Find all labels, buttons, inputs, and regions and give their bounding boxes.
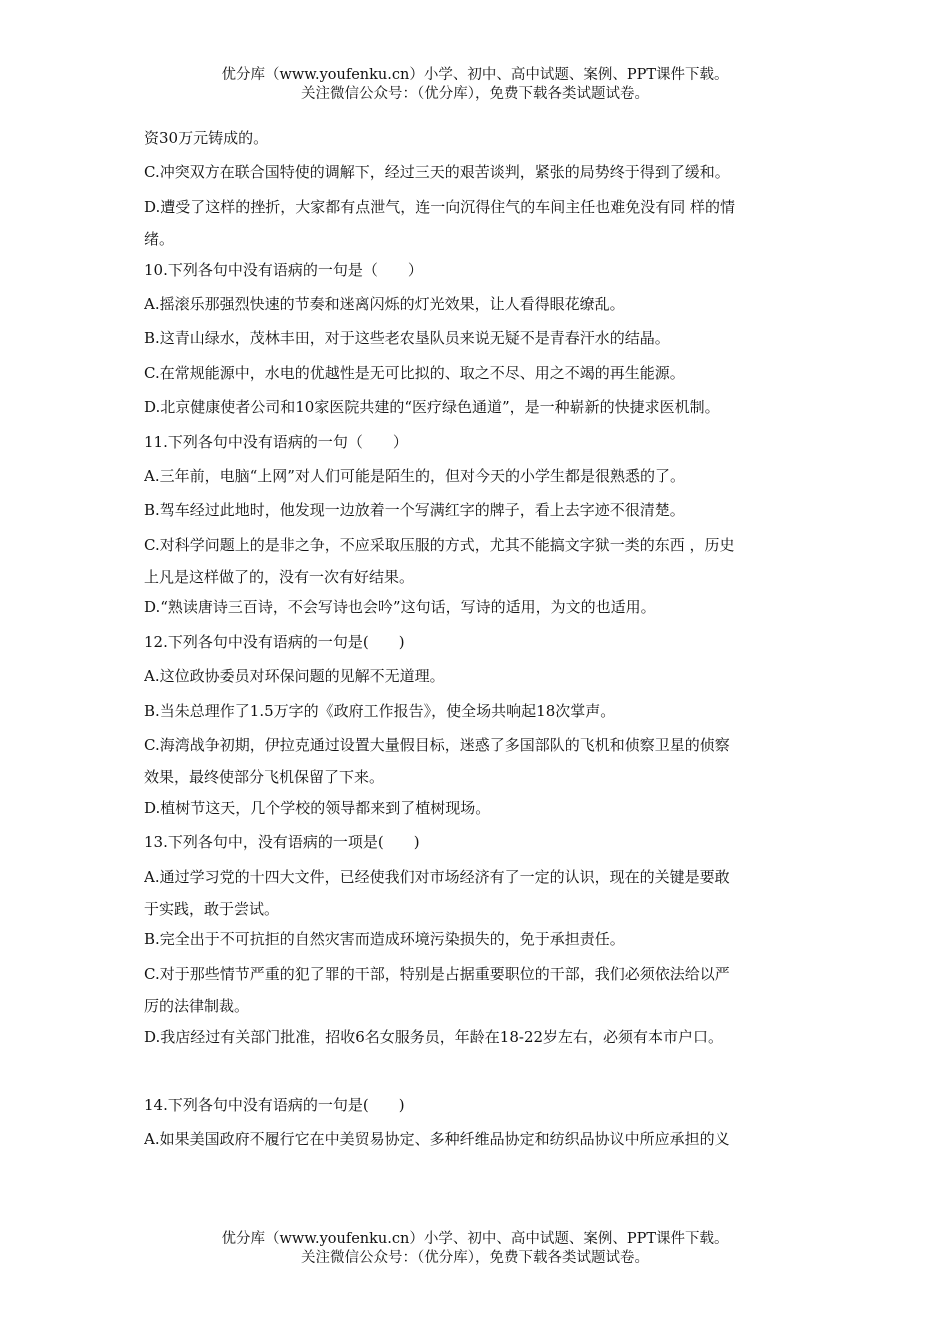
option-c: C.对于那些情节严重的犯了罪的干部，特别是占据重要职位的干部，我们必须依法给以严: [144, 964, 730, 983]
text-line: 绪。: [144, 230, 175, 249]
option-d: D.我店经过有关部门批准，招收6名女服务员，年龄在18-22岁左右，必须有本市户口。: [144, 1027, 724, 1046]
question-10: 10.下列各句中没有语病的一句是（ ）: [144, 260, 423, 279]
text-line: 于实践，敢于尝试。: [144, 899, 280, 918]
question-13: 13.下列各句中，没有语病的一项是( ): [144, 833, 420, 852]
option-b: B.当朱总理作了1.5万字的《政府工作报告》，使全场共响起18次掌声。: [144, 701, 616, 720]
footer-line-2: 关注微信公众号：（优分库），免费下载各类试题试卷。: [301, 1250, 649, 1266]
option-d: D.“熟读唐诗三百诗，不会写诗也会吟”这句话，写诗的适用，为文的也适用。: [144, 598, 656, 617]
question-12: 12.下列各句中没有语病的一句是( ): [144, 632, 405, 651]
question-11: 11.下列各句中没有语病的一句（ ）: [144, 432, 408, 451]
option-a: A.摇滚乐那强烈快速的节奏和迷离闪烁的灯光效果，让人看得眼花缭乱。: [144, 294, 625, 313]
footer-line-1: 优分库（www.youfenku.cn）小学、初中、高中试题、案例、PPT课件下载。: [221, 1231, 729, 1247]
option-b: B.驾车经过此地时，他发现一边放着一个写满红字的牌子，看上去字迹不很清楚。: [144, 501, 685, 520]
option-a: A.如果美国政府不履行它在中美贸易协定、多种纤维品协定和纺织品协议中所应承担的义: [144, 1130, 730, 1149]
text-line: 资30万元铸成的。: [144, 129, 269, 147]
option-a: A.这位政协委员对环保问题的见解不无道理。: [144, 667, 445, 686]
text-line: 效果，最终使部分飞机保留了下来。: [144, 768, 385, 787]
header-line-2: 关注微信公众号：（优分库），免费下载各类试题试卷。: [301, 86, 649, 102]
option-d: D.植树节这天，几个学校的领导都来到了植树现场。: [144, 798, 491, 817]
header-line-1: 优分库（www.youfenku.cn）小学、初中、高中试题、案例、PPT课件下载。: [221, 67, 729, 83]
page-footer: [0, 1230, 950, 1268]
blank-line: [144, 1054, 812, 1088]
document-body: [144, 121, 812, 1157]
option-d: D.遭受了这样的挫折，大家都有点泄气，连一向沉得住气的车间主任也难免没有同 样的情: [144, 197, 736, 216]
option-c: C.海湾战争初期，伊拉克通过设置大量假目标，迷惑了多国部队的飞机和侦察卫星的侦察: [144, 736, 730, 755]
option-b: B.这青山绿水，茂林丰田，对于这些老农垦队员来说无疑不是青春汗水的结晶。: [144, 329, 670, 348]
option-c: C.冲突双方在联合国特使的调解下，经过三天的艰苦谈判，紧张的局势终于得到了缓和。: [144, 163, 730, 182]
option-c: C.对科学问题上的是非之争，不应采取压服的方式，尤其不能搞文字狱一类的东西 ，历史: [144, 535, 735, 554]
option-c: C.在常规能源中，水电的优越性是无可比拟的、取之不尽、用之不竭的再生能源。: [144, 363, 685, 382]
option-a: A.通过学习党的十四大文件，已经使我们对市场经济有了一定的认识，现在的关键是要敢: [144, 867, 730, 886]
option-a: A.三年前，电脑“上网”对人们可能是陌生的，但对今天的小学生都是很熟悉的了。: [144, 466, 685, 485]
text-line: 上凡是这样做了的，没有一次有好结果。: [144, 568, 415, 587]
option-d: D.北京健康使者公司和10家医院共建的“医疗绿色通道”，是一种崭新的快捷求医机制。: [144, 398, 720, 417]
page-header: [0, 66, 950, 104]
question-14: 14.下列各句中没有语病的一句是( ): [144, 1095, 405, 1114]
text-line: 厉的法律制裁。: [144, 997, 250, 1016]
option-b: B.完全出于不可抗拒的自然灾害而造成环境污染损失的，免于承担责任。: [144, 930, 625, 949]
